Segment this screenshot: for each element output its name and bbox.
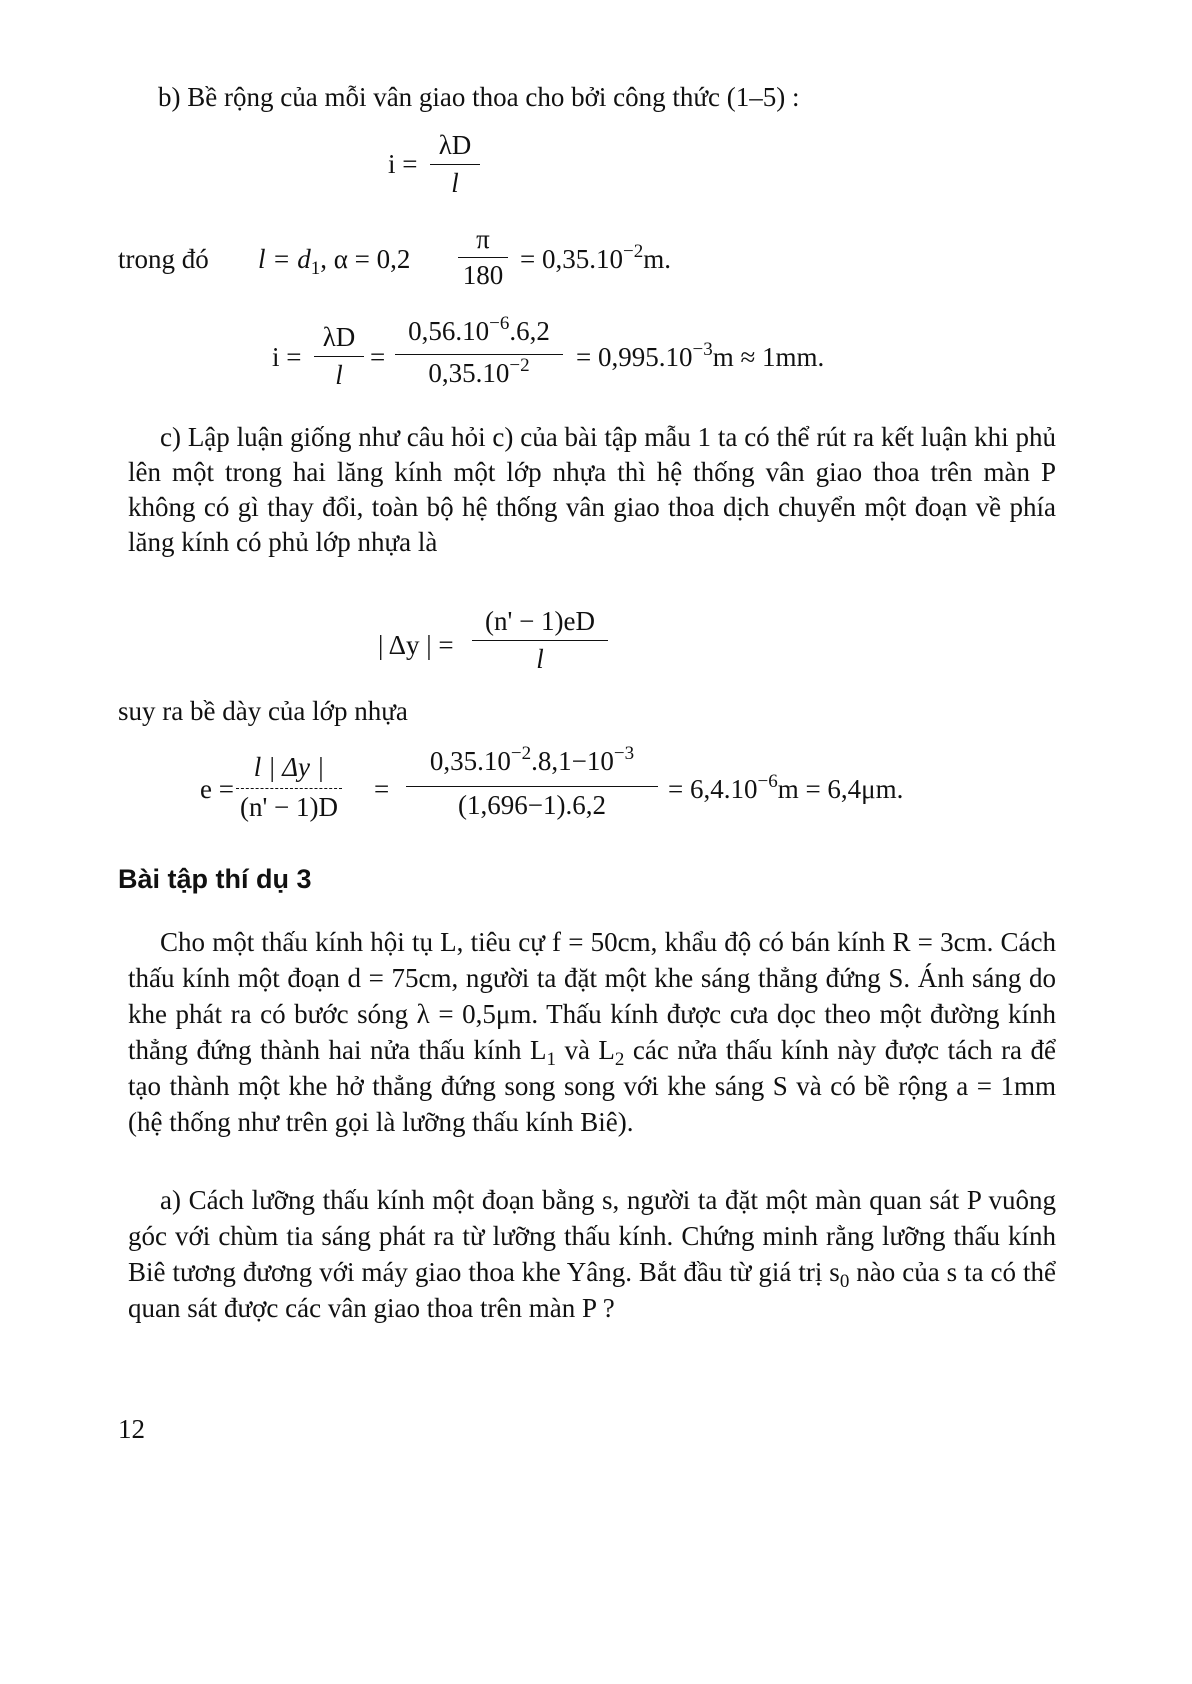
e-calc-result: = $6,4.10^{-6}m = 6,4\mu m$. <box>668 771 904 804</box>
part-b-intro: b) Bề rộng của mỗi vân giao thoa cho bởi công thức (1–5) : <box>158 82 800 112</box>
trong-do-lhs: $l = d_1$, α = 0,2 <box>258 244 411 279</box>
pi-denominator: 180 <box>462 260 504 290</box>
i-calc-f1-den: l <box>335 360 343 390</box>
trong-do-result: = $0,35.10^{-2}m$. <box>520 241 671 274</box>
e-calc-f1-den: (n' − 1)D <box>239 792 339 822</box>
exercise-paragraph-1: Cho một thấu kính hội tụ L, tiêu cự f = 50cm, khẩu độ có bán kính R = 3cm. Cách thấu kính một đoạn d = 75cm, người ta đặt một khe sáng thẳng đứng S. Ánh sáng do khe phát ra có bước sóng λ = 0,5μm. Thấu kính được cưa dọc theo một đường kính thẳng đứng thành hai nửa thấu kính $L_1$ và $L_2$ các nửa thấu kính này được tách ra để tạo thành một khe hở thẳng đứng song song với khe sáng S và có bề rộng a = 1mm (hệ thống như trên gọi là lưỡng thấu kính Biê). <box>128 927 1056 1137</box>
i-calc-result: = $0,995.10^{-3}m \approx 1mm$. <box>576 339 825 372</box>
e-calc-lhs: e = <box>200 774 234 804</box>
i-calc-f1-num: λD <box>322 322 356 352</box>
i-calc-f2-den: $0,35.10^{-2}$ <box>428 355 530 388</box>
formula-dy-num: (n' − 1)eD <box>484 606 596 636</box>
exercise-paragraph-2: a) Cách lưỡng thấu kính một đoạn bằng s, người ta đặt một màn quan sát P vuông góc với chùm tia sáng phát ra từ lưỡng thấu kính. Chứng minh rằng lưỡng thấu kính Biê tương đương với máy giao thoa khe Yâng. Bắt đầu từ giá trị $s_0$ nào của s ta có thể quan sát được các vân giao thoa trên màn P ? <box>128 1185 1056 1323</box>
i-calc-lhs: i = <box>272 342 302 372</box>
formula-i-denominator: l <box>451 168 459 198</box>
formula-i-numerator: λD <box>438 130 472 160</box>
formula-i-lhs: i = <box>388 149 418 179</box>
trong-do-label: trong đó <box>118 244 209 274</box>
e-calc-fraction-1 <box>236 752 342 828</box>
pi-over-180-fraction <box>458 224 508 299</box>
formula-dy-lhs: | Δy | = <box>378 630 454 660</box>
i-calc-fraction-2 <box>395 313 563 396</box>
i-calc-eq: = <box>370 342 386 372</box>
formula-dy-den: l <box>536 644 544 674</box>
e-calc-fraction-2 <box>406 743 658 828</box>
e-calc-f2-den: (1,696−1).6,2 <box>458 790 606 820</box>
formula-i-fraction <box>430 130 480 205</box>
formula-dy-fraction <box>472 606 608 682</box>
pi-numerator: π <box>476 224 490 254</box>
suy-ra-text: suy ra bề dày của lớp nhựa <box>118 696 408 726</box>
i-calc-f2-num: $0,56.10^{-6}.6,2$ <box>408 313 550 346</box>
exercise-heading: Bài tập thí dụ 3 <box>118 864 312 894</box>
i-calc-fraction-1 <box>314 322 364 394</box>
e-calc-eq: = <box>374 774 390 804</box>
part-c-paragraph: c) Lập luận giống như câu hỏi c) của bài tập mẫu 1 ta có thể rút ra kết luận khi phủ lên một trong hai lăng kính một lớp nhựa thì hệ thống vân giao thoa trên màn P không có gì thay đổi, toàn bộ hệ thống vân giao thoa dịch chuyển một đoạn về phía lăng kính có phủ lớp nhựa là <box>128 422 1056 557</box>
page-number: 12 <box>118 1414 145 1444</box>
e-calc-f1-num: l | Δy | <box>253 752 325 782</box>
e-calc-f2-num: $0,35.10^{-2}.8,1-10^{-3}$ <box>429 743 635 776</box>
